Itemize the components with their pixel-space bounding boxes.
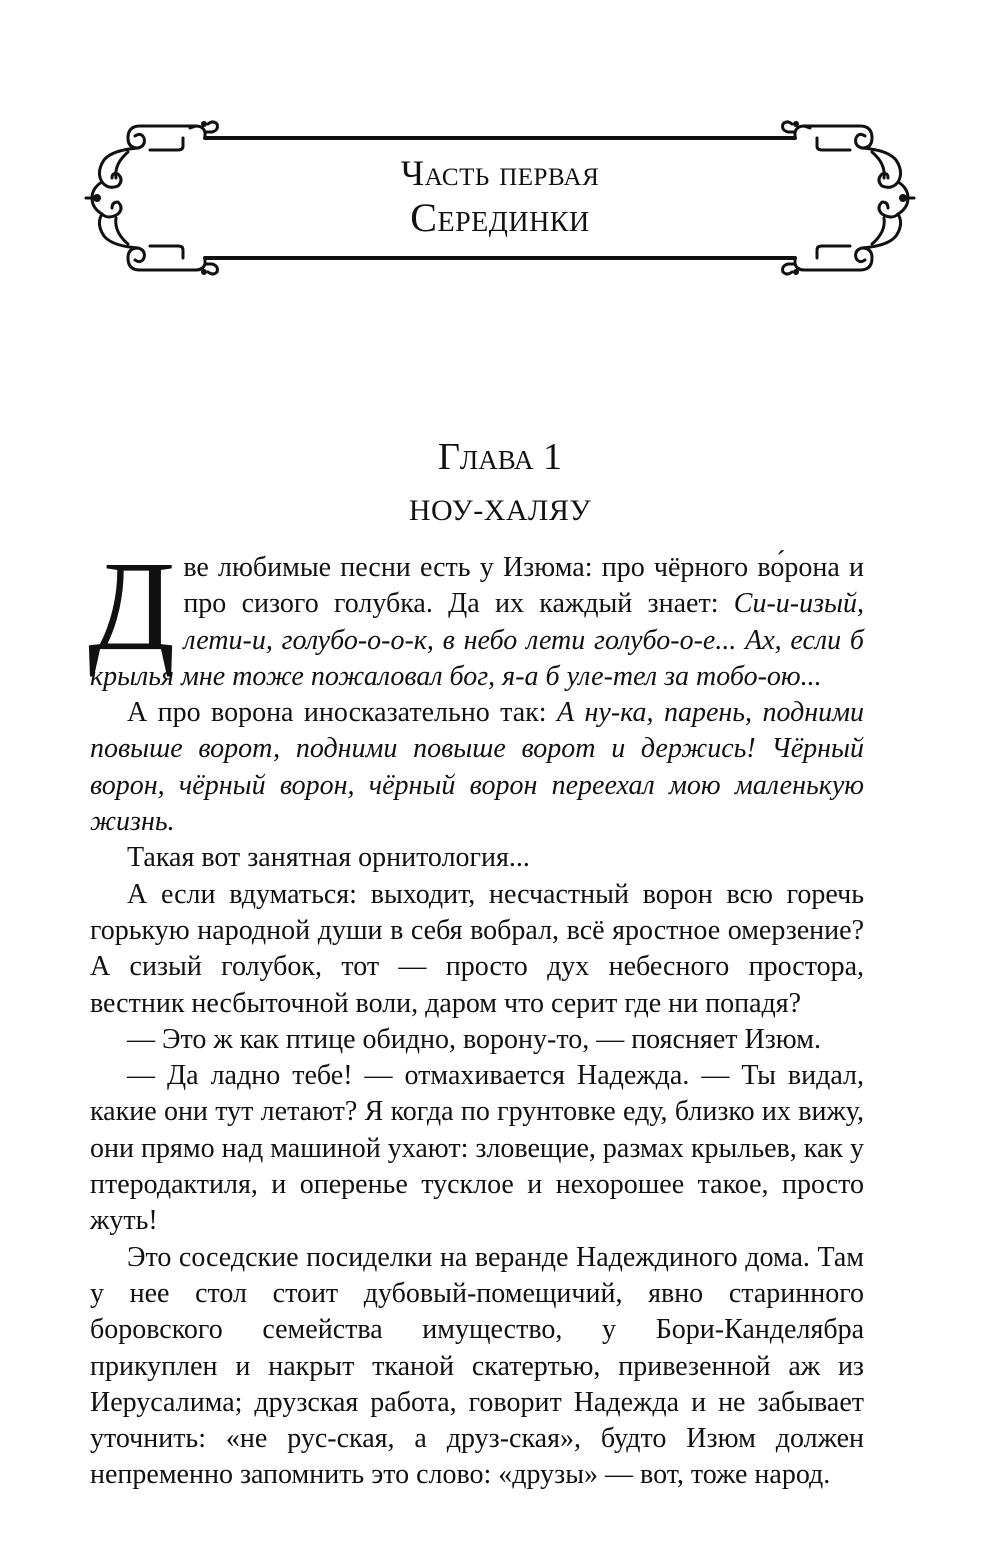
paragraph-4: А если вдуматься: выходит, несчастный ворон всю горечь горькую народной души в себя вобрал, всё яростное омерзение? А сизый голубок, тот — просто дух небесного простора, вестник несбыточной воли, даром что серит где ни попадя?: [90, 878, 864, 1019]
paragraph-1: [88, 535, 864, 695]
part-title: Серединки: [410, 195, 590, 240]
paragraph-1-song-quote: Си-и-изый, лети-и, голубо-о-о-к, в небо лети голубо-о-е... Ах, если б крылья мне тоже пожаловал бог, я-а б уле-тел за тобо-ою...: [90, 588, 864, 692]
paragraph-1-text: ве любимые песни есть у Изюма: про чёрного во́рона и про сизого голубка. Да их каждый знает:: [183, 552, 864, 620]
paragraph-2-text: А про ворона иносказательно так:: [127, 697, 557, 729]
chapter-body: [88, 535, 864, 1494]
paragraph-5: — Это ж как птице обидно, ворону-то, — поясняет Изюм.: [127, 1023, 822, 1055]
paragraph-2-song-quote: А ну-ка, парень, подними повыше ворот, подними повыше ворот и держись! Чёрный ворон, чёрный ворон, чёрный ворон переехал мою маленькую жизнь.: [90, 697, 864, 838]
paragraph-6: — Да ладно тебе! — отмахивается Надежда. — Ты видал, какие они тут летают? Я когда по грунтовке еду, близко их вижу, они прямо над машиной ухают: зловещие, размах крыльев, как у птеродактиля, и оперенье тусклое и нехорошее такое, просто жуть!: [90, 1060, 864, 1237]
ornamental-frame-icon: [0, 0, 1000, 300]
paragraph-3: Такая вот занятная орнитология...: [127, 842, 530, 874]
drop-cap: Д: [88, 535, 176, 677]
part-label: Часть первая: [400, 153, 600, 193]
paragraph-2: [90, 695, 864, 840]
paragraph-7: Это соседские посиделки на веранде Надеждиного дома. Там у нее стол стоит дубовый-помещичий, явно старинного боровского семейства имущество, у Бори-Канделябра прикуплен и накрыт тканой скатертью, привезенной аж из Иерусалима; друзская работа, говорит Надежда и не забывает уточнить: «не рус-ская, а друз-ская», будто Изюм должен непременно запомнить это слово: «друзы» — вот, тоже народ.: [90, 1241, 864, 1491]
chapter-title: НОУ-ХАЛЯУ: [408, 494, 592, 527]
chapter-number: Глава 1: [437, 436, 563, 478]
